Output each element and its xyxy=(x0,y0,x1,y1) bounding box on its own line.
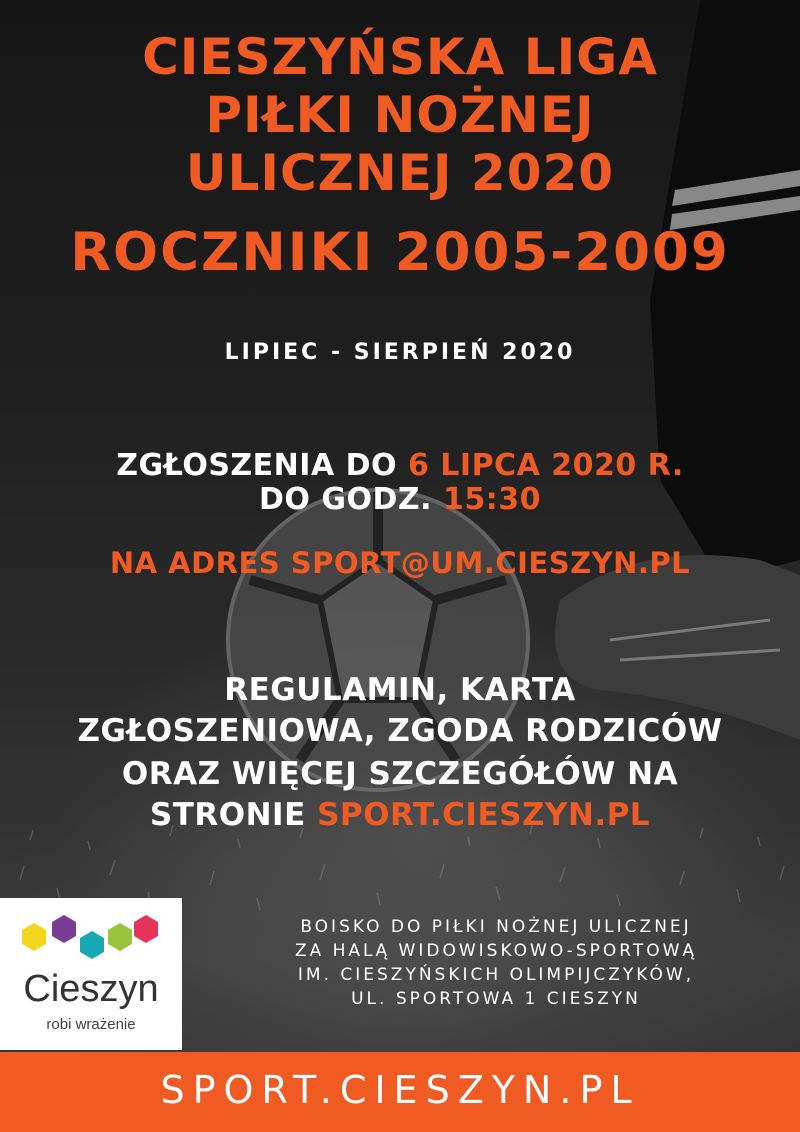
grass xyxy=(20,823,784,910)
website-link[interactable]: SPORT.CIESZYN.PL xyxy=(317,797,651,833)
footer-website-link[interactable]: SPORT.CIESZYN.PL xyxy=(160,1068,640,1112)
venue-line-4: UL. SPORTOWA 1 CIESZYN xyxy=(351,989,641,1009)
registration-time-line xyxy=(0,482,800,517)
event-dates: LIPIEC - SIERPIEŃ 2020 xyxy=(224,340,576,365)
info-line-3: ORAZ WIĘCEJ SZCZEGÓŁÓW NA xyxy=(121,756,679,792)
deadline-time: 15:30 xyxy=(442,482,541,517)
venue-line-1: BOISKO DO PIŁKI NOŻNEJ ULICZNEJ xyxy=(300,917,692,937)
time-prefix: DO GODZ. xyxy=(259,482,443,517)
logo-name: Cieszyn xyxy=(23,968,159,1010)
venue-line-3: IM. CIESZYŃSKICH OLIMPIJCZYKÓW, xyxy=(297,965,695,985)
footer-bar xyxy=(0,1052,800,1132)
info-line-4 xyxy=(0,797,800,833)
registration-email[interactable]: NA ADRES SPORT@UM.CIESZYN.PL xyxy=(109,546,691,580)
venue-line-2: ZA HALĄ WIDOWISKOWO-SPORTOWĄ xyxy=(294,941,698,961)
title-line-2: PIŁKI NOŻNEJ xyxy=(205,86,595,144)
info-line-2: ZGŁOSZENIOWA, ZGODA RODZICÓW xyxy=(77,713,723,749)
registration-deadline-line xyxy=(0,448,800,483)
deadline-date: 6 LIPCA 2020 R. xyxy=(407,448,684,483)
info-line-4-prefix: STRONIE xyxy=(149,797,318,833)
title-line-1: CIESZYŃSKA LIGA xyxy=(142,28,658,86)
cieszyn-logo xyxy=(0,898,182,1050)
logo-tagline: robi wrażenie xyxy=(46,1016,136,1033)
title-line-3: ULICZNEJ 2020 xyxy=(185,144,615,202)
info-line-1: REGULAMIN, KARTA xyxy=(224,672,576,708)
registration-prefix: ZGŁOSZENIA DO xyxy=(116,448,408,483)
age-groups-heading: ROCZNIKI 2005-2009 xyxy=(70,222,730,283)
